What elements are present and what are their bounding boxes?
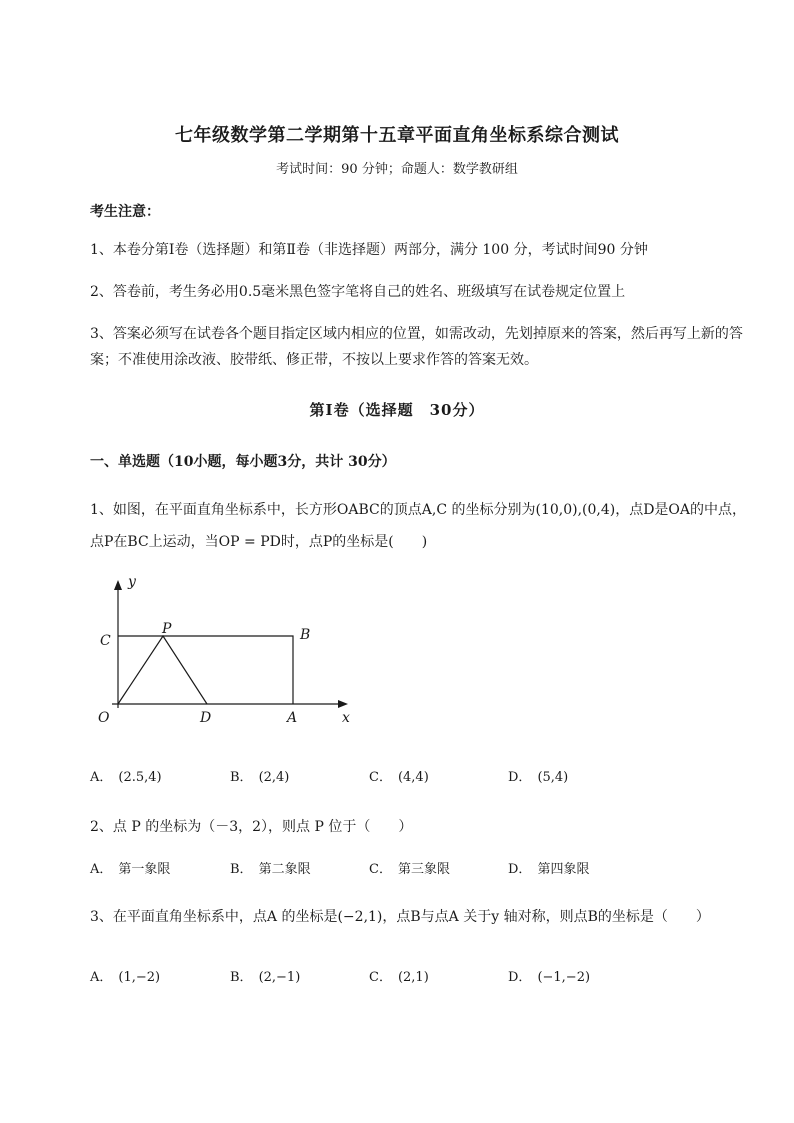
option-key: C． [369,770,392,785]
option-text: 第一象限 [118,862,171,877]
option-key: D． [508,770,532,785]
option-text: (5,4) [537,770,569,785]
option-text: (2.5,4) [118,770,162,785]
option-text: (1,−2) [118,970,161,985]
notes-heading: 考生注意： [90,204,160,220]
option-b[interactable] [230,966,300,985]
option-key: B． [230,970,253,985]
option-text: (2,4) [258,770,290,785]
question-2-text: 2、点 P 的坐标为（－3，2），则点 P 位于（ ） [90,819,413,835]
coordinate-figure [90,572,370,732]
option-text: (−1,−2) [537,970,591,985]
option-text: 第四象限 [537,862,590,877]
question-1-options [90,766,750,788]
label-c: C [100,633,111,649]
label-y: y [128,574,136,590]
option-c[interactable] [369,966,429,985]
label-a: A [287,710,298,726]
option-key: B． [230,862,253,877]
option-text: 第二象限 [258,862,311,877]
option-key: D． [508,970,532,985]
option-key: B． [230,770,253,785]
option-key: D． [508,862,532,877]
option-text: (4,4) [397,770,429,785]
option-text: 第三象限 [397,862,450,877]
question-3-options [90,966,750,988]
option-key: C． [369,970,392,985]
option-d[interactable] [508,858,589,877]
note-item: 1、本卷分第Ⅰ卷（选择题）和第Ⅱ卷（非选择题）两部分，满分 100 分，考试时间90 分钟 [90,242,648,258]
option-b[interactable] [230,858,311,877]
option-a[interactable] [90,766,162,785]
option-key: A． [90,862,113,877]
note-item: 2、答卷前，考生务必用0.5毫米黑色签字笔将自己的姓名、班级填写在试卷规定位置上 [90,284,626,300]
label-b: B [300,627,311,643]
question-1-text: 1、如图，在平面直角坐标系中，长方形OABC的顶点A,C 的坐标分别为(10,0),(0,4)，点D是OA的中点，点P在BC上运动，当OP = PD时，点P的坐标是( ) [90,502,747,550]
option-d[interactable] [508,766,568,785]
question-3-text: 3、在平面直角坐标系中，点A 的坐标是(−2,1)，点B与点A 关于y 轴对称，则点B的坐标是（ ） [90,909,710,925]
x-axis-arrow [338,700,348,708]
rectangle-oabc [118,636,293,704]
option-c[interactable] [369,766,429,785]
label-x: x [342,710,350,726]
part-heading: 一、单选题（10小题，每小题3分，共计 30分） [90,454,396,470]
label-d: D [200,710,212,726]
section-title: 第Ⅰ卷（选择题 30分） [309,401,485,419]
option-d[interactable] [508,966,590,985]
option-a[interactable] [90,966,160,985]
option-text: (2,−1) [258,970,301,985]
option-b[interactable] [230,766,289,785]
option-key: A． [90,970,113,985]
question-2-options [90,858,750,880]
label-o: O [98,710,110,726]
option-key: C． [369,862,392,877]
option-a[interactable] [90,858,170,877]
option-text: (2,1) [397,970,429,985]
label-p: P [162,621,172,637]
option-key: A． [90,770,113,785]
exam-title: 七年级数学第二学期第十五章平面直角坐标系综合测试 [175,125,619,146]
note-item: 3、答案必须写在试卷各个题目指定区域内相应的位置，如需改动，先划掉原来的答案，然后再写上新的答案；不准使用涂改液、胶带纸、修正带，不按以上要求作答的答案无效。 [90,326,743,368]
exam-subtitle: 考试时间：90 分钟；命题人：数学教研组 [276,162,518,177]
y-axis-arrow [114,580,122,590]
triangle-opd [118,636,207,704]
option-c[interactable] [369,858,450,877]
